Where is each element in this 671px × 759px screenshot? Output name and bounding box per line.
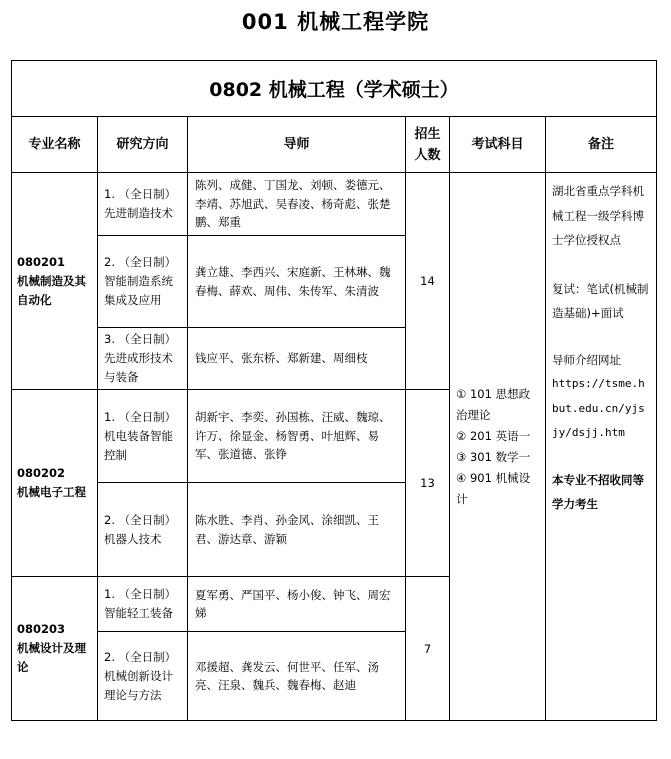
admissions-table [11, 60, 657, 721]
exam-subject-item: ② 201 英语一 [456, 428, 531, 443]
advisors-cell: 邓援超、龚发云、何世平、任军、汤亮、汪泉、魏兵、魏春梅、赵迪 [188, 632, 406, 721]
note-no-equivalent: 本专业不招收同等学力考生 [552, 472, 644, 511]
major-cell [12, 577, 98, 721]
major-name: 机械设计及理论 [17, 641, 86, 674]
direction-number: 1. （全日制） [104, 409, 177, 424]
header-advisors: 导师 [188, 117, 406, 173]
advisors-cell: 陈列、成健、丁国龙、刘顿、娄德元、李靖、苏旭武、吴春凌、杨奇彪、张楚鹏、郑重 [188, 173, 406, 236]
direction-name: 先进成形技术与装备 [104, 351, 173, 384]
direction-number: 1. （全日制） [104, 587, 177, 601]
major-code: 080202 [17, 466, 66, 480]
quota-cell: 14 [406, 173, 450, 390]
direction-number: 1. （全日制） [104, 187, 177, 201]
program-title: 0802 机械工程（学术硕士） [12, 61, 657, 117]
direction-name: 智能制造系统集成及应用 [104, 274, 173, 307]
direction-number: 2. （全日制） [104, 649, 177, 664]
header-quota [406, 117, 450, 173]
major-name: 机械电子工程 [17, 485, 86, 499]
direction-name: 机电装备智能控制 [104, 428, 173, 462]
advisor-intro-link[interactable]: https://tsme.hbut.edu.cn/yjsjy/dsjj.htm [552, 377, 645, 439]
table-header-row [12, 117, 657, 173]
header-exam: 考试科目 [450, 117, 546, 173]
note-advisor-intro-label: 导师介绍网址 [552, 352, 621, 367]
quota-cell: 7 [406, 577, 450, 721]
notes-cell [546, 173, 657, 721]
direction-name: 先进制造技术 [104, 206, 173, 220]
direction-name: 机械创新设计理论与方法 [104, 668, 173, 702]
direction-cell [98, 483, 188, 577]
advisors-cell: 夏军勇、严国平、杨小俊、钟飞、周宏娣 [188, 577, 406, 632]
exam-subject-item: ① 101 思想政治理论 [456, 386, 531, 422]
header-quota-line2: 人数 [414, 147, 441, 163]
advisors-cell: 钱应平、张东桥、郑新建、周细枝 [188, 328, 406, 390]
direction-cell [98, 173, 188, 236]
major-cell [12, 173, 98, 390]
direction-number: 2. （全日制） [104, 512, 177, 527]
direction-cell [98, 328, 188, 390]
major-code: 080201 [17, 254, 66, 269]
header-notes: 备注 [546, 117, 657, 173]
direction-cell [98, 236, 188, 328]
direction-name: 智能轻工装备 [104, 606, 173, 620]
advisors-cell: 胡新宇、李奕、孙国栋、汪威、魏琼、许万、徐显金、杨智勇、叶旭辉、易军、张道德、张铮 [188, 390, 406, 483]
advisors-cell: 龚立雄、李西兴、宋庭新、王林琳、魏春梅、薛欢、周伟、朱传军、朱清波 [188, 236, 406, 328]
major-cell [12, 390, 98, 577]
quota-cell: 13 [406, 390, 450, 577]
advisors-cell: 陈水胜、李肖、孙金风、涂细凯、王君、游达章、游颖 [188, 483, 406, 577]
header-direction: 研究方向 [98, 117, 188, 173]
major-name: 机械制造及其自动化 [17, 273, 86, 307]
direction-cell [98, 577, 188, 632]
major-code: 080203 [17, 622, 66, 636]
exam-subject-item: ③ 301 数学一 [456, 449, 531, 464]
exam-subject-item: ④ 901 机械设计 [456, 470, 531, 506]
direction-cell [98, 390, 188, 483]
header-quota-line1: 招生 [414, 126, 441, 142]
direction-number: 3. （全日制） [104, 332, 177, 346]
exam-subjects-cell [450, 173, 546, 721]
header-major: 专业名称 [12, 117, 98, 173]
direction-number: 2. （全日制） [104, 255, 177, 269]
direction-cell [98, 632, 188, 721]
note-retest: 复试：笔试(机械制造基础)+面试 [552, 281, 649, 320]
table-row [12, 173, 657, 236]
direction-name: 机器人技术 [104, 531, 162, 546]
page-title: 001 机械工程学院 [241, 10, 430, 34]
note-discipline: 湖北省重点学科机械工程一级学科博士学位授权点 [552, 184, 644, 247]
